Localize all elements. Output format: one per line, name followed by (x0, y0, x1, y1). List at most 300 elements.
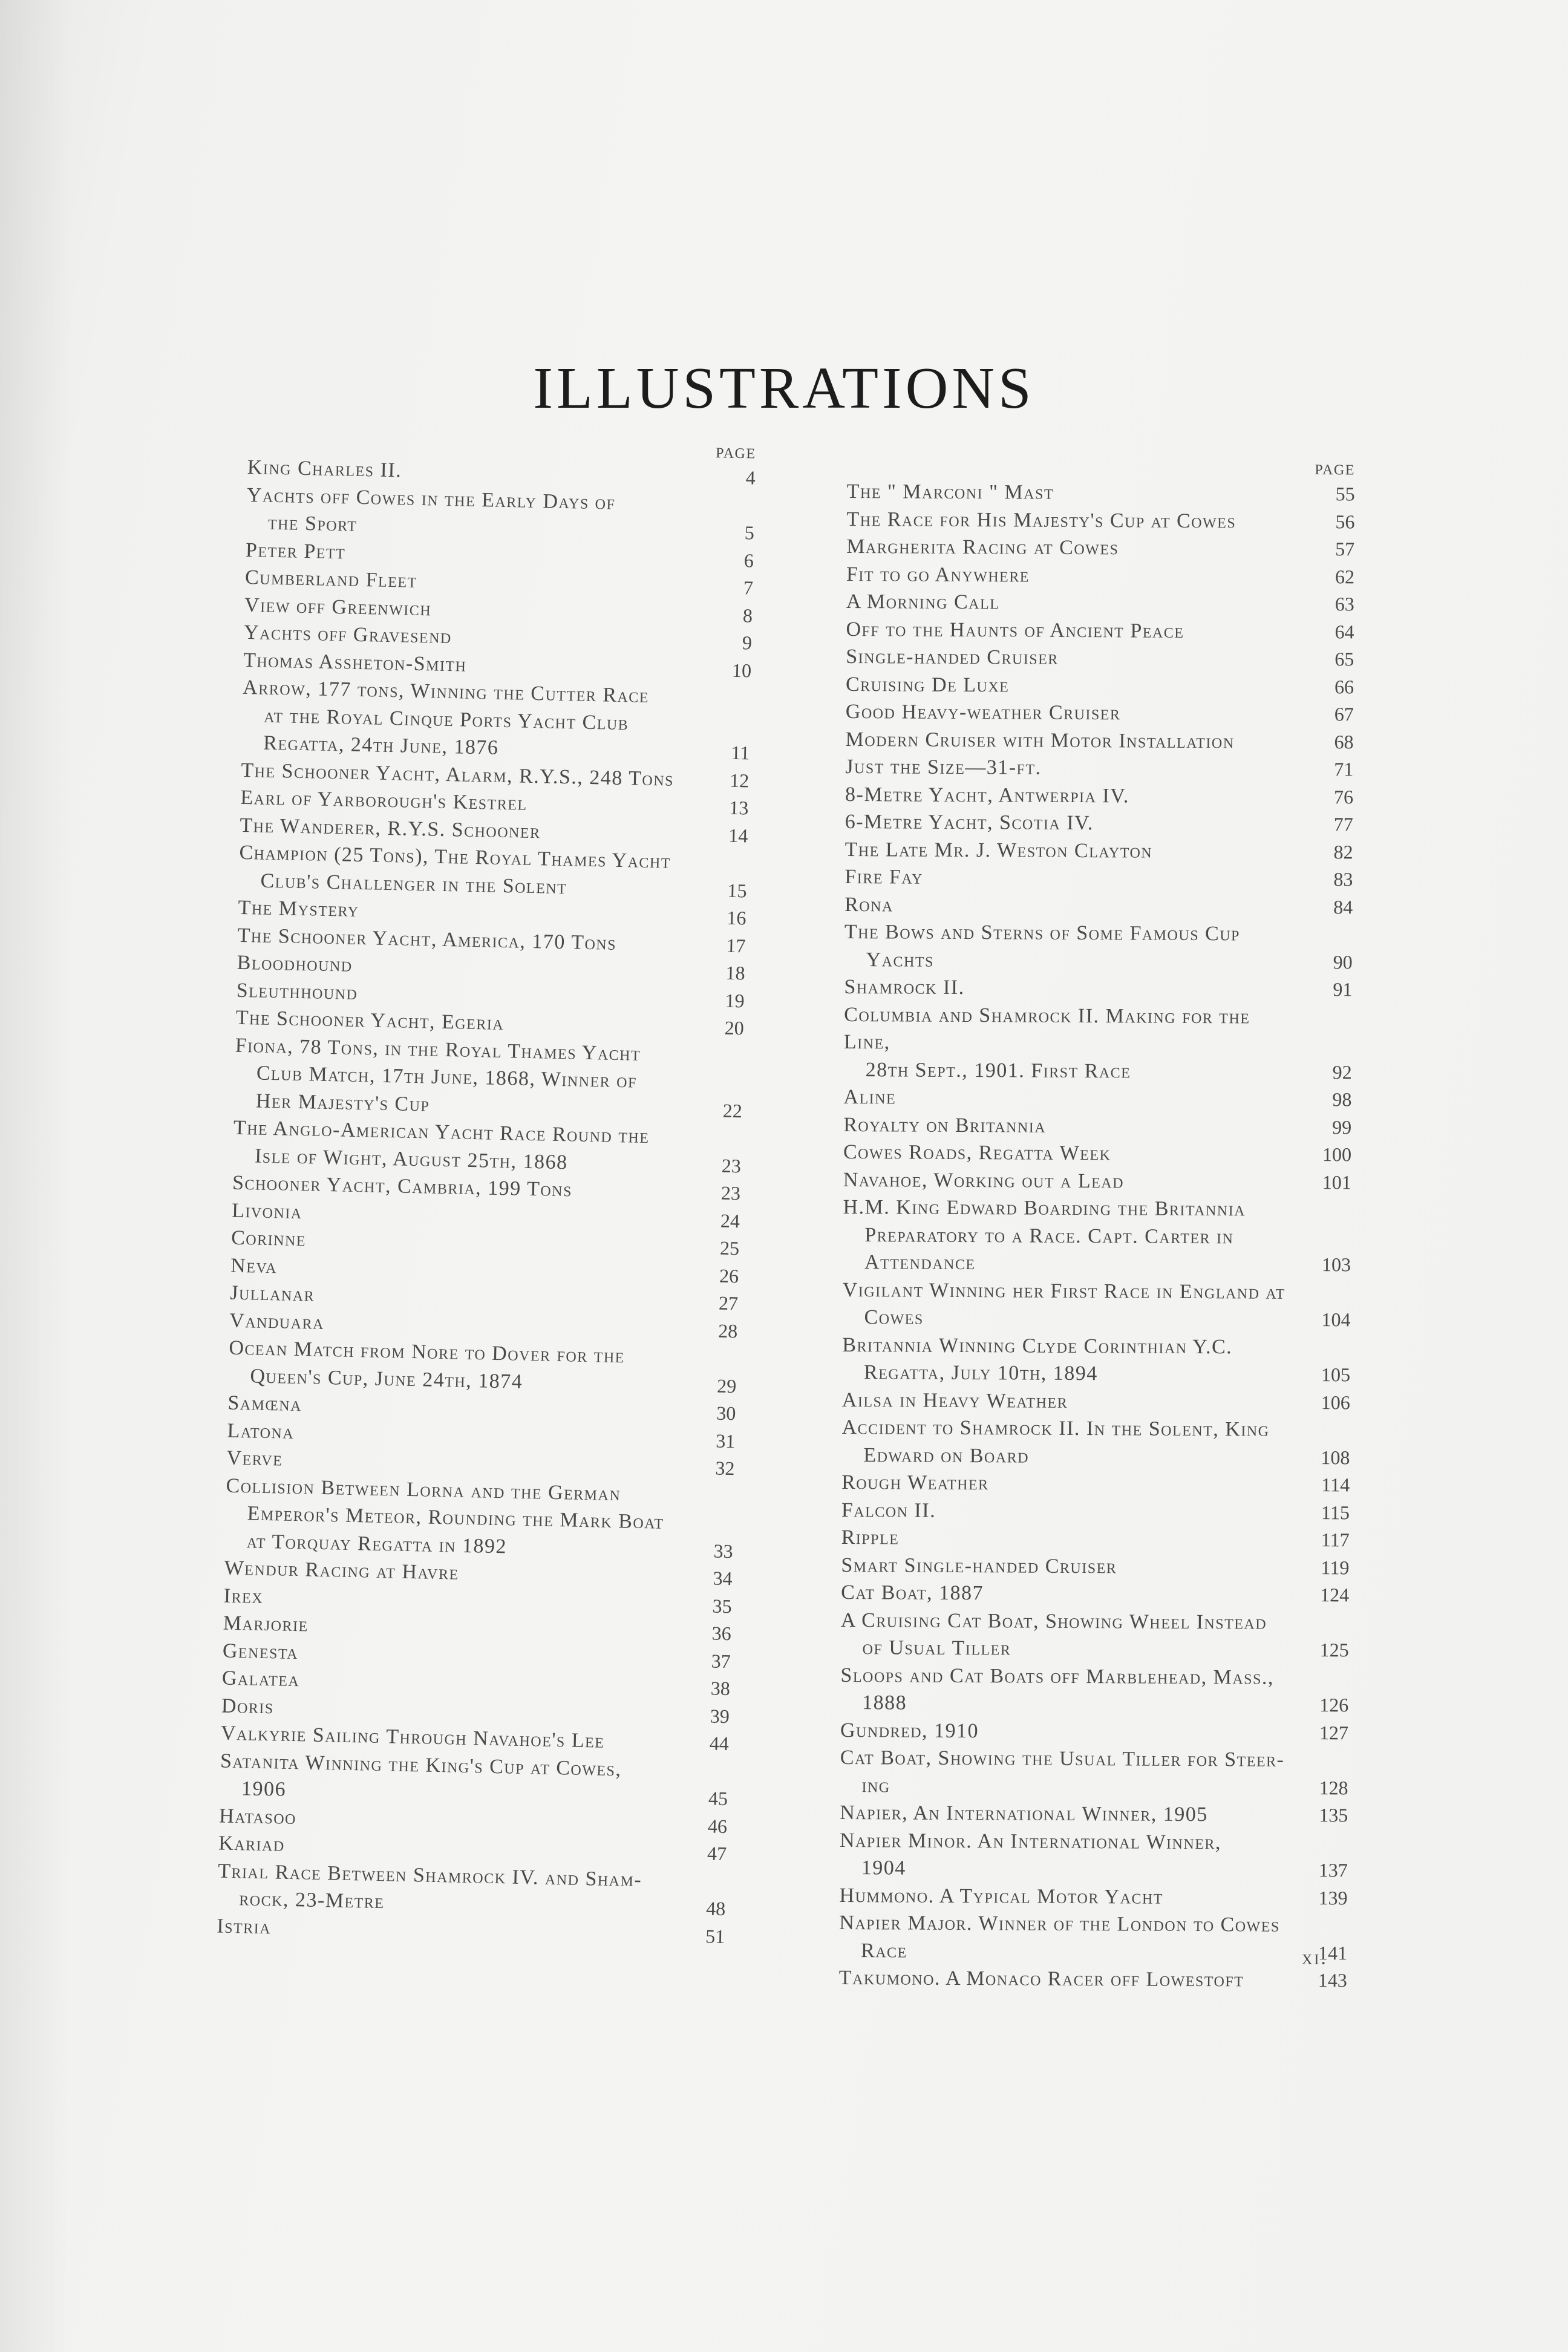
page-number: 37 (711, 1649, 731, 1672)
page-number: 137 (1318, 1859, 1348, 1881)
caption-line: Thomas Assheton-Smith (243, 648, 467, 676)
illustration-caption (238, 839, 711, 904)
illustration-caption (234, 1031, 708, 1124)
page-number: 24 (720, 1209, 740, 1232)
caption-line: Genesta (222, 1639, 299, 1664)
page-number: 23 (720, 1181, 741, 1204)
illustration-caption (246, 481, 719, 546)
illustration-caption (844, 973, 1316, 1004)
page-number: 82 (1333, 840, 1353, 863)
illustration-entry (841, 1469, 1350, 1499)
illustration-entry (846, 615, 1354, 645)
caption-line: Napier, An International Winner, 1905 (840, 1801, 1208, 1826)
caption-line: The Bows and Sterns of Some Famous Cup (844, 920, 1241, 946)
page-number: 29 (716, 1374, 737, 1397)
caption-line: 8-Metre Yacht, Antwerpia IV. (845, 783, 1130, 807)
illustration-entry (238, 839, 748, 905)
caption-line: Rough Weather (841, 1471, 989, 1495)
illustration-caption (842, 1386, 1314, 1416)
illustration-caption (844, 1001, 1316, 1086)
page-title: ILLUSTRATIONS (533, 355, 1035, 421)
page-number: 12 (729, 769, 750, 791)
page-number: 26 (719, 1264, 739, 1287)
illustration-caption (233, 1114, 706, 1179)
illustration-entry (844, 973, 1352, 1004)
page-number: 10 (731, 659, 752, 682)
page-number: 62 (1334, 565, 1355, 587)
page-number: 20 (724, 1016, 745, 1039)
page-number: 15 (727, 879, 747, 901)
page-number: 39 (710, 1704, 730, 1727)
page-number: 34 (713, 1567, 733, 1590)
illustration-caption (845, 808, 1317, 838)
caption-line: Ailsa in Heavy Weather (841, 1388, 1068, 1413)
caption-line: Napier Major. Winner of the London to Cowes (839, 1911, 1280, 1936)
illustration-entry (841, 1524, 1350, 1554)
page-number: 32 (715, 1457, 735, 1480)
page-number: 48 (705, 1897, 726, 1920)
illustration-entry (840, 1744, 1348, 1802)
illustration-caption (840, 1716, 1312, 1746)
page-number: 25 (719, 1236, 740, 1259)
page-number: 124 (1320, 1584, 1350, 1606)
illustration-entry (840, 1661, 1348, 1719)
illustration-entry (845, 780, 1353, 811)
caption-line: A Morning Call (846, 590, 1000, 614)
caption-line: Istria (217, 1914, 272, 1938)
caption-line: Vigilant Winning her First Race in England at (842, 1278, 1285, 1304)
page-column-header: PAGE (1315, 462, 1355, 479)
caption-line: The Mystery (238, 896, 360, 922)
caption-line: of Usual Tiller (862, 1636, 1011, 1660)
page-number: 127 (1319, 1721, 1349, 1743)
illustration-entry (840, 1716, 1348, 1746)
caption-line: Kariad (218, 1832, 286, 1856)
illustration-entry (841, 1414, 1350, 1471)
caption-line: Satanita Winning the King's Cup at Cowes, (220, 1749, 622, 1780)
right-entries (839, 478, 1355, 1994)
caption-line: Cat Boat, Showing the Usual Tiller for Steer- (840, 1746, 1285, 1771)
illustration-entry (842, 1276, 1350, 1333)
caption-line: Shamrock II. (844, 975, 965, 999)
illustration-caption (845, 725, 1317, 756)
caption-line: Corinne (230, 1226, 307, 1251)
illustration-caption (217, 1857, 690, 1922)
page-number: 126 (1319, 1694, 1349, 1716)
caption-line: Fit to go Anywhere (846, 563, 1030, 587)
illustration-entry (841, 1579, 1349, 1609)
page-number: 114 (1321, 1474, 1350, 1496)
page-number: 77 (1333, 813, 1353, 835)
caption-line: Isle of Wight, August 25th, 1868 (254, 1144, 568, 1174)
caption-line: Falcon II. (841, 1498, 936, 1522)
illustration-entry (846, 643, 1354, 673)
caption-line: Navahoe, Working out a Lead (843, 1168, 1125, 1192)
illustration-caption (224, 1472, 698, 1564)
caption-line: Columbia and Shamrock II. Making for the Line, (843, 1003, 1250, 1054)
page-number: 45 (708, 1787, 728, 1810)
illustration-caption (846, 643, 1318, 673)
page-number: 22 (722, 1099, 743, 1122)
caption-line: 6-Metre Yacht, Scotia IV. (844, 810, 1094, 835)
caption-line: Fiona, 78 Tons, in the Royal Thames Yacht (235, 1034, 641, 1065)
page-number: 108 (1321, 1446, 1350, 1468)
illustration-entry (842, 1331, 1350, 1388)
caption-line: View off Greenwich (244, 593, 432, 620)
illustration-caption (843, 1111, 1315, 1141)
illustration-entry (845, 835, 1353, 866)
caption-line: Ocean Match from Nore to Dover for the (229, 1336, 626, 1368)
page-number: 9 (742, 632, 753, 654)
caption-line: Doris (221, 1694, 275, 1718)
page-number: 84 (1333, 895, 1353, 918)
caption-line: Wendur Racing at Havre (224, 1557, 460, 1584)
page-number: 30 (716, 1402, 736, 1425)
page-number: 55 (1335, 483, 1355, 505)
caption-line: Galatea (221, 1667, 300, 1691)
caption-line: Jullanar (229, 1281, 315, 1306)
caption-line: Takumono. A Monaco Racer off Lowestoft (838, 1966, 1244, 1991)
caption-line: Arrow, 177 tons, Winning the Cutter Race (242, 676, 650, 707)
caption-line: Attendance (864, 1251, 976, 1275)
page-number: 66 (1334, 675, 1354, 697)
caption-line: Livonia (231, 1199, 303, 1223)
illustration-entry (844, 918, 1353, 976)
caption-line: Champion (25 Tons), The Royal Thames Yacht (239, 841, 671, 873)
illustration-entry (839, 1881, 1347, 1912)
illustration-caption (844, 890, 1316, 921)
illustration-entry (843, 1111, 1351, 1141)
caption-line: 1888 (862, 1691, 907, 1714)
page-number: 4 (745, 466, 756, 489)
page-number: 46 (707, 1814, 728, 1837)
page-number: 100 (1322, 1143, 1352, 1166)
caption-line: rock, 23-Metre (238, 1887, 385, 1913)
caption-line: Off to the Haunts of Ancient Peace (846, 618, 1184, 642)
caption-line: Gundred, 1910 (840, 1719, 979, 1742)
caption-line: The Late Mr. J. Weston Clayton (844, 838, 1153, 863)
illustration-entry (843, 1166, 1351, 1196)
illustration-caption (844, 863, 1316, 893)
caption-line: Latona (227, 1419, 295, 1443)
illustration-entry (233, 1114, 742, 1180)
caption-line: The Wanderer, R.Y.S. Schooner (240, 814, 541, 843)
page-number: 11 (731, 741, 750, 764)
page-number: 125 (1319, 1639, 1349, 1661)
illustration-caption (846, 560, 1318, 590)
illustration-entry (220, 1747, 729, 1813)
caption-line: Smart Single-handed Cruiser (841, 1553, 1117, 1578)
caption-line: Ripple (841, 1526, 900, 1549)
caption-line: Margherita Racing at Cowes (846, 535, 1119, 560)
page-number: 68 (1334, 730, 1354, 753)
caption-line: Valkyrie Sailing Through Navahoe's Lee (220, 1722, 605, 1753)
caption-line: Royalty on Britannia (843, 1113, 1047, 1137)
illustration-caption (846, 533, 1318, 563)
caption-line: Yachts off Gravesend (243, 621, 452, 648)
page-number: 141 (1318, 1941, 1348, 1964)
illustration-caption (846, 670, 1318, 701)
caption-line: Earl of Yarborough's Kestrel (240, 786, 528, 815)
page-number: 90 (1333, 950, 1353, 973)
illustration-caption (841, 1469, 1313, 1499)
caption-line: Verve (226, 1446, 283, 1471)
caption-line: Just the Size—31-ft. (845, 755, 1042, 779)
illustration-entry (845, 725, 1353, 756)
illustration-caption (846, 615, 1318, 645)
page-number: 51 (705, 1924, 725, 1947)
page-number: 14 (728, 824, 748, 846)
caption-line: Cat Boat, 1887 (841, 1581, 984, 1605)
page-number: 119 (1321, 1556, 1350, 1578)
illustration-caption (228, 1334, 701, 1399)
illustration-entry (246, 481, 756, 547)
illustration-entry (840, 1799, 1348, 1829)
illustration-caption (839, 1881, 1311, 1912)
illustration-entry (228, 1334, 737, 1400)
illustration-caption (843, 1083, 1315, 1114)
caption-line: Trial Race Between Shamrock IV. and Sham- (217, 1859, 642, 1891)
page-number: 103 (1321, 1253, 1351, 1276)
illustration-entry (839, 1964, 1347, 1994)
page-number: 31 (716, 1429, 736, 1452)
page-number: 17 (726, 934, 746, 956)
illustration-caption (841, 1551, 1313, 1581)
caption-line: Rona (844, 893, 893, 916)
caption-line: Regatta, July 10th, 1894 (864, 1361, 1098, 1385)
caption-line: Bloodhound (237, 951, 353, 976)
illustration-entry (224, 1472, 734, 1565)
caption-line: Queen's Cup, June 24th, 1874 (250, 1364, 523, 1393)
page-number: 91 (1333, 978, 1353, 1001)
caption-line: Samœna (227, 1391, 302, 1416)
illustration-entry (845, 808, 1353, 838)
page-number: 99 (1332, 1116, 1352, 1138)
caption-line: Aline (843, 1085, 897, 1109)
illustration-caption (841, 1606, 1313, 1664)
caption-line: Schooner Yacht, Cambria, 199 Tons (232, 1171, 573, 1201)
illustration-entry (843, 1194, 1351, 1279)
caption-line: The Schooner Yacht, America, 170 Tons (237, 924, 617, 955)
caption-line: Club's Challenger in the Solent (260, 869, 567, 898)
illustration-entry (844, 890, 1353, 921)
illustration-entry (846, 670, 1354, 701)
illustration-entry (840, 1826, 1348, 1884)
page-folio: xi. (1302, 1947, 1328, 1969)
caption-line: Fire Fay (844, 865, 923, 889)
illustration-caption (846, 588, 1318, 618)
page-number: 63 (1334, 593, 1354, 615)
page-number: 27 (718, 1292, 739, 1315)
illustration-entry (846, 560, 1354, 590)
caption-line: at the Royal Cinque Ports Yacht Club (263, 704, 629, 734)
caption-line: Hummono. A Typical Motor Yacht (839, 1884, 1164, 1909)
page-number: 33 (713, 1540, 733, 1562)
page-number: 115 (1321, 1501, 1350, 1523)
caption-line: Napier Minor. An International Winner, (839, 1829, 1222, 1854)
page-number: 64 (1334, 620, 1354, 642)
illustration-caption (841, 1414, 1313, 1471)
illustration-caption (843, 1194, 1315, 1279)
page-number: 105 (1321, 1364, 1351, 1386)
illustration-caption (846, 505, 1318, 535)
page-number: 23 (721, 1154, 742, 1177)
illustrations-list-left (217, 436, 756, 1950)
page-number: 36 (711, 1622, 732, 1645)
page-number: 28 (717, 1319, 738, 1342)
illustration-entry (846, 698, 1354, 728)
caption-line: Cumberland Fleet (244, 566, 418, 592)
caption-line: Vanduara (229, 1309, 325, 1334)
illustration-caption (839, 1964, 1311, 1994)
illustration-entry (241, 674, 751, 767)
page-number: 8 (742, 604, 753, 627)
caption-line: The Schooner Yacht, Alarm, R.Y.S., 248 Tons (241, 759, 675, 791)
illustration-caption (220, 1747, 693, 1812)
caption-line: Club Match, 17th June, 1868, Winner of (256, 1062, 638, 1093)
page-number: 117 (1321, 1529, 1350, 1551)
illustration-entry (217, 1857, 727, 1923)
caption-line: Collision Between Lorna and the German (226, 1474, 621, 1505)
page-number: 67 (1334, 703, 1354, 725)
illustration-entry (234, 1031, 744, 1125)
illustration-caption (841, 1579, 1313, 1609)
illustration-caption (842, 1276, 1314, 1333)
page-number: 71 (1334, 758, 1354, 780)
page-number: 106 (1321, 1391, 1350, 1413)
page-number: 139 (1318, 1886, 1348, 1909)
caption-line: at Torquay Regatta in 1892 (246, 1529, 508, 1558)
caption-line: H.M. King Edward Boarding the Britannia (843, 1195, 1246, 1221)
illustration-entry (844, 863, 1353, 893)
illustration-entry (844, 1001, 1353, 1086)
illustration-entry (841, 1496, 1350, 1526)
caption-line: ing (861, 1774, 890, 1797)
caption-line: The Schooner Yacht, Egeria (235, 1006, 505, 1035)
page-number: 98 (1332, 1088, 1352, 1111)
page-number: 38 (710, 1677, 731, 1700)
illustration-caption (841, 1524, 1313, 1554)
page-number: 65 (1334, 648, 1354, 670)
illustration-entry (842, 1386, 1350, 1416)
page-number: 35 (712, 1595, 733, 1617)
page-number: 76 (1334, 785, 1354, 808)
illustration-caption (843, 1138, 1315, 1169)
page-number: 7 (743, 577, 754, 599)
illustration-entry (845, 753, 1353, 783)
caption-line: Britannia Winning Clyde Corinthian Y.C. (842, 1333, 1233, 1358)
page-number: 143 (1318, 1969, 1347, 1991)
caption-line: Her Majesty's Cup (255, 1089, 430, 1116)
caption-line: The Anglo-American Yacht Race Round the (233, 1116, 650, 1148)
caption-line: Hatasoo (218, 1805, 297, 1829)
page-number: 57 (1335, 538, 1355, 560)
illustration-entry (846, 588, 1354, 618)
caption-line: Cruising De Luxe (845, 673, 1010, 696)
page-number: 128 (1319, 1776, 1348, 1798)
page-number: 56 (1335, 510, 1355, 532)
caption-line: Cowes (864, 1306, 924, 1329)
illustration-caption (840, 1744, 1312, 1802)
illustration-entry (846, 505, 1354, 535)
caption-line: The " Marconi " Mast (846, 480, 1054, 504)
caption-line: Good Heavy-weather Cruiser (845, 700, 1121, 725)
illustration-caption (845, 780, 1317, 811)
illustration-caption (844, 918, 1316, 976)
caption-line: 1906 (241, 1777, 287, 1801)
illustration-caption (846, 698, 1318, 728)
illustration-caption (841, 1496, 1313, 1526)
caption-line: A Cruising Cat Boat, Showing Wheel Instead (840, 1609, 1267, 1634)
illustration-caption (845, 753, 1317, 783)
page-number: 83 (1333, 868, 1353, 890)
page-number: 104 (1321, 1308, 1351, 1331)
caption-line: 28th Sept., 1901. First Race (865, 1058, 1131, 1082)
page-number: 16 (727, 906, 746, 929)
caption-line: Sloops and Cat Boats off Marblehead, Mass., (840, 1664, 1275, 1689)
illustration-entry (843, 1138, 1351, 1169)
caption-line: Peter Pett (245, 538, 346, 563)
page-number: 101 (1322, 1171, 1351, 1193)
illustration-caption (840, 1661, 1312, 1719)
page-number: 6 (743, 549, 754, 572)
illustration-caption (845, 835, 1317, 866)
caption-line: the Sport (267, 511, 358, 536)
illustrations-list-right (839, 460, 1355, 1994)
page-number: 18 (725, 961, 745, 984)
page-number: 47 (707, 1842, 727, 1865)
caption-line: Preparatory to a Race. Capt. Carter in (864, 1223, 1234, 1248)
page-number: 135 (1319, 1804, 1348, 1826)
illustration-caption (839, 1909, 1311, 1967)
illustration-caption (840, 1826, 1312, 1884)
caption-line: Single-handed Cruiser (846, 645, 1059, 669)
illustration-caption (842, 1331, 1314, 1388)
page-number: 92 (1332, 1060, 1352, 1083)
page-column-header: PAGE (715, 445, 756, 462)
caption-line: Race (861, 1939, 907, 1962)
page-number: 44 (709, 1732, 730, 1755)
illustration-entry (843, 1083, 1351, 1114)
caption-line: 1904 (861, 1857, 906, 1880)
caption-line: Emperor's Meteor, Rounding the Mark Boat (247, 1502, 664, 1534)
illustration-entry (841, 1551, 1349, 1581)
illustration-caption (847, 478, 1319, 508)
caption-line: Cowes Roads, Regatta Week (843, 1140, 1111, 1165)
illustration-caption (840, 1799, 1312, 1829)
page-gutter-shadow (0, 0, 73, 2352)
illustration-entry (841, 1606, 1349, 1664)
caption-line: Neva (230, 1254, 278, 1278)
illustration-caption (241, 674, 715, 766)
caption-line: King Charles II. (247, 456, 402, 482)
caption-line: Accident to Shamrock II. In the Solent, King (841, 1416, 1270, 1441)
caption-line: Sleuthhound (236, 979, 358, 1004)
caption-line: Yachts (866, 948, 935, 972)
illustration-entry (847, 478, 1355, 508)
caption-line: Edward on Board (863, 1443, 1030, 1468)
caption-line: Yachts off Cowes in the Early Days of (246, 483, 616, 514)
caption-line: Regatta, 24th June, 1876 (263, 731, 499, 759)
page-number: 5 (744, 521, 755, 544)
illustration-entry (846, 533, 1354, 563)
caption-line: Modern Cruiser with Motor Installation (845, 728, 1235, 753)
page-number: 13 (728, 796, 749, 819)
illustration-caption (843, 1166, 1315, 1196)
left-entries (217, 454, 756, 1950)
caption-line: The Race for His Majesty's Cup at Cowes (846, 508, 1236, 532)
illustration-entry (839, 1909, 1347, 1967)
